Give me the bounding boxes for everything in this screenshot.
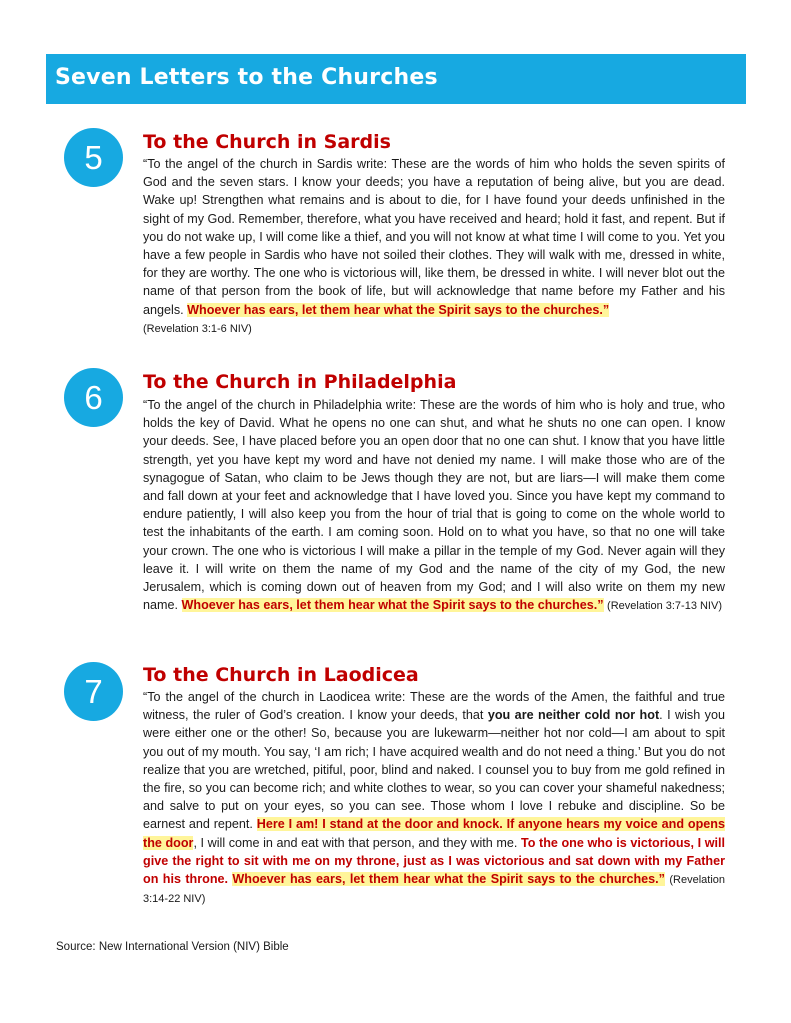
letter-title: To the Church in Laodicea [143,664,419,686]
emphasized-verse: To the one who is victorious, I will give the right to sit with me on my throne, just as I was victorious and sat down with my Father on his throne. [143,835,725,887]
letter-number-badge: 5 [64,128,123,187]
letter-body-text: “To the angel of the church in Laodicea write: These are the words of the Amen, the faithful and true witness, the ruler of God’s creation. I know your deeds, that [143,690,725,723]
letter-number-badge: 7 [64,662,123,721]
letter-text [143,155,725,338]
letter-number-badge: 6 [64,368,123,427]
scripture-reference: (Revelation 3:7-13 NIV) [607,600,722,613]
scripture-reference: (Revelation 3:1-6 NIV) [143,322,252,335]
header-banner [46,54,746,104]
letter-body-text: , I will come in and eat with that person, and they with me. [193,835,521,850]
letter-text [143,688,725,908]
source-note: Source: New International Version (NIV) Bible [56,941,289,953]
highlighted-verse: Whoever has ears, let them hear what the Spirit says to the churches.” [187,302,610,317]
highlighted-verse: Whoever has ears, let them hear what the Spirit says to the churches.” [181,598,604,613]
scripture-reference: (Revelation 3:14-22 NIV) [143,874,726,906]
highlighted-verse: Here I am! I stand at the door and knock. If anyone hears my voice and opens the door [143,817,725,850]
page-title: Seven Letters to the Churches [55,65,438,90]
bold-phrase: you are neither cold nor hot [487,708,660,723]
letter-body-text: . I wish you were either one or the other! So, because you are lukewarm—neither hot nor cold—I am about to spit you out of my mouth. You say, ‘I am rich; I have acquired wealth and do not need a thing.’ But you do not realize that you are wretched, pitiful, poor, blind and naked. I counsel you to buy from me gold refined in the fire, so you can become rich; and white clothes to wear, so you can cover your shameful nakedness; and salve to put on your eyes, so you can see. Those whom I love I rebuke and discipline. So be earnest and repent. [143,708,725,832]
letter-body-text: “To the angel of the church in Sardis write: These are the words of him who holds the seven spirits of God and the seven stars. I know your deeds; you have a reputation of being alive, but you are dead. Wake up! Strengthen what remains and is about to die, for I have found your deeds unfinished in the sight of my God. Remember, therefore, what you have received and heard; hold it fast, and repent. But if you do not wake up, I will come like a thief, and you will not know at what time I will come to you. Yet you have a few people in Sardis who have not soiled their clothes. They will walk with me, dressed in white, for they are worthy. The one who is victorious will, like them, be dressed in white. I will never blot out the name of that person from the book of life, but will acknowledge that name before my Father and his angels. [143,157,725,317]
letter-body-text: “To the angel of the church in Philadelphia write: These are the words of him who is holy and true, who holds the key of David. What he opens no one can shut, and what he shuts no one can open. I know your deeds. See, I have placed before you an open door that no one can shut. I know that you have little strength, yet you have kept my word and have not denied my name. I will make those who are of the synagogue of Satan, who claim to be Jews though they are not, but are liars—I will make them come and fall down at your feet and acknowledge that I have loved you. Since you have kept my command to endure patiently, I will also keep you from the hour of trial that is going to come on the whole world to test the inhabitants of the earth. I am coming soon. Hold on to what you have, so that no one will take your crown. The one who is victorious I will make a pillar in the temple of my God. Never again will they leave it. I will write on them the name of my God and the name of the city of my God, the new Jerusalem, which is coming down out of heaven from my God; and I will also write on them my new name. [143,398,725,613]
highlighted-verse: Whoever has ears, let them hear what the Spirit says to the churches.” [232,872,665,887]
letter-text [143,396,725,615]
letter-title: To the Church in Sardis [143,131,391,153]
letter-title: To the Church in Philadelphia [143,371,457,393]
